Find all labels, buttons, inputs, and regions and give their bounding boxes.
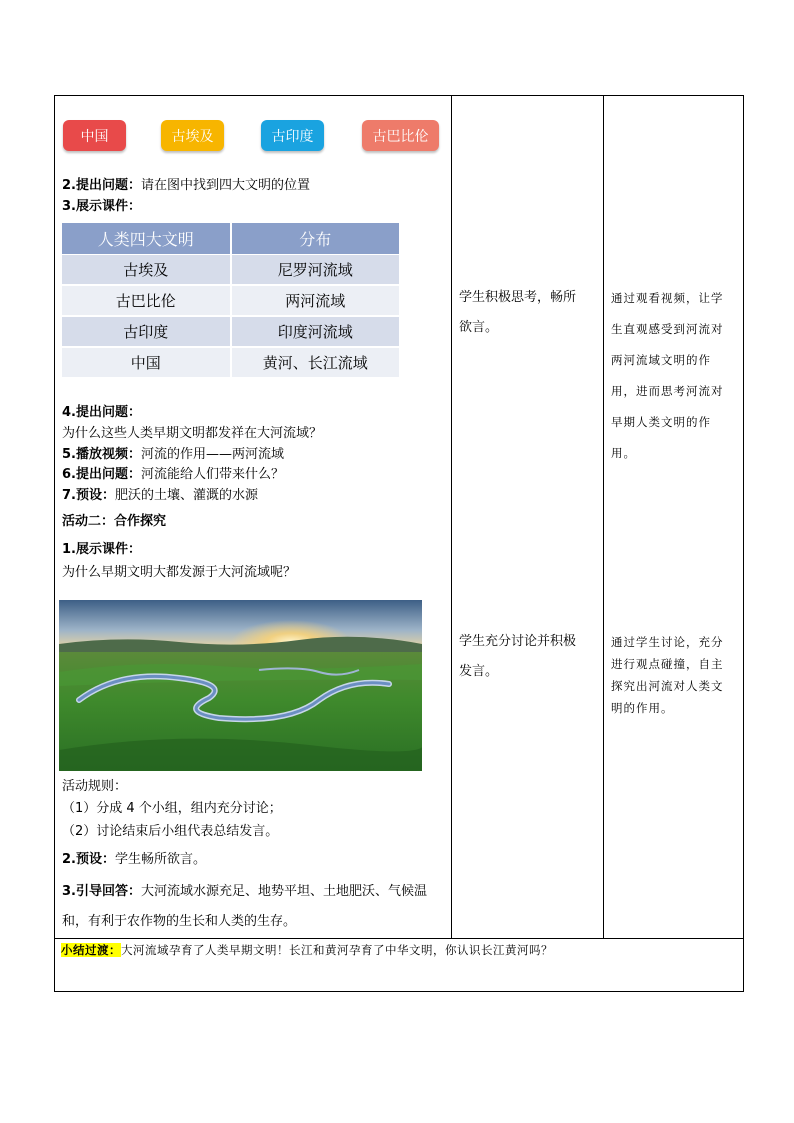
step-2-label: 2.提出问题： bbox=[62, 178, 141, 193]
row-divider bbox=[54, 938, 744, 939]
tag-ancient-babylon: 古巴比伦 bbox=[362, 120, 439, 151]
civ-cell-region: 尼罗河流域 bbox=[230, 255, 400, 284]
step-4-text: 为什么这些人类早期文明都发祥在大河流域？ bbox=[62, 426, 323, 441]
design-intent-2-line: 通过学生讨论，充分 bbox=[611, 635, 724, 649]
design-intent-1-line: 通过观看视频，让学 bbox=[611, 291, 724, 305]
summary-text: 大河流域孕育了人类早期文明！长江和黄河孕育了中华文明，你认识长江黄河吗？ bbox=[121, 943, 553, 957]
activity-step-2-text: 学生畅所欲言。 bbox=[114, 852, 206, 867]
activity-rule-2: （2）讨论结束后小组代表总结发言。 bbox=[62, 824, 279, 839]
civ-cell-name: 中国 bbox=[130, 354, 161, 372]
column-divider bbox=[451, 95, 452, 938]
student-activity-1 bbox=[459, 283, 576, 343]
civ-table-row bbox=[62, 286, 399, 315]
student-activity-1-line1: 学生积极思考，畅所 bbox=[459, 290, 577, 305]
design-intent-2-line: 探究出河流对人类文 bbox=[611, 679, 724, 693]
step-5 bbox=[62, 446, 284, 464]
design-intent-2-line: 进行观点碰撞，自主 bbox=[611, 657, 724, 671]
column-divider bbox=[603, 95, 604, 938]
civ-table-row bbox=[62, 255, 399, 284]
tag-china: 中国 bbox=[63, 120, 126, 151]
student-activity-1-line2: 欲言。 bbox=[459, 320, 499, 335]
summary-label: 小结过渡： bbox=[61, 943, 121, 957]
activity-step-1-label: 1.展示课件： bbox=[62, 542, 141, 557]
summary-transition bbox=[61, 941, 553, 959]
design-intent-2 bbox=[611, 631, 724, 719]
activity-2-heading: 活动二：合作探究 bbox=[62, 514, 167, 529]
civ-cell-region: 黄河、长江流域 bbox=[230, 348, 400, 377]
design-intent-1-line: 生直观感受到河流对 bbox=[611, 322, 724, 336]
step-2 bbox=[62, 177, 310, 195]
activity-step-3-text-line2: 和，有利于农作物的生长和人类的生存。 bbox=[62, 914, 297, 929]
step-3-label: 3.展示课件： bbox=[62, 199, 141, 214]
civ-cell-name: 古巴比伦 bbox=[115, 292, 176, 310]
design-intent-1-line: 用，进而思考河流对 bbox=[611, 384, 724, 398]
step-4-label: 4.提出问题： bbox=[62, 405, 141, 420]
step-5-text: 河流的作用——两河流域 bbox=[140, 447, 284, 462]
civ-cell-name: 古埃及 bbox=[123, 261, 169, 279]
step-2-text: 请在图中找到四大文明的位置 bbox=[140, 178, 310, 193]
student-activity-2-line1: 学生充分讨论并积极 bbox=[459, 634, 577, 649]
activity-step-2-label: 2.预设： bbox=[62, 852, 115, 867]
activity-step-2 bbox=[62, 851, 206, 869]
step-5-label: 5.播放视频： bbox=[62, 447, 141, 462]
design-intent-1-line: 早期人类文明的作 bbox=[611, 415, 711, 429]
civ-header-civilization: 人类四大文明 bbox=[97, 230, 194, 249]
step-7-text: 肥沃的土壤、灌溉的水源 bbox=[114, 488, 258, 503]
step-7 bbox=[62, 487, 258, 505]
design-intent-1-line: 用。 bbox=[611, 446, 636, 460]
activity-step-1-text: 为什么早期文明大都发源于大河流域呢？ bbox=[62, 565, 297, 580]
design-intent-1-line: 两河流域文明的作 bbox=[611, 353, 711, 367]
student-activity-2-line2: 发言。 bbox=[459, 664, 499, 679]
civ-cell-region: 印度河流域 bbox=[230, 317, 400, 346]
step-7-label: 7.预设： bbox=[62, 488, 115, 503]
step-6 bbox=[62, 466, 284, 484]
river-landscape-image bbox=[59, 600, 422, 771]
activity-rules-title: 活动规则： bbox=[62, 779, 128, 794]
activity-step-3-label: 3.引导回答： bbox=[62, 884, 141, 899]
civ-header-distribution: 分布 bbox=[230, 223, 400, 254]
tag-ancient-egypt: 古埃及 bbox=[161, 120, 224, 151]
civ-table-header bbox=[62, 223, 399, 254]
river-photo bbox=[59, 600, 422, 771]
activity-step-3 bbox=[62, 883, 427, 901]
activity-rule-1: （1）分成 4 个小组，组内充分讨论； bbox=[62, 801, 282, 816]
tag-ancient-india: 古印度 bbox=[261, 120, 324, 151]
student-activity-2 bbox=[459, 627, 576, 687]
step-6-text: 河流能给人们带来什么？ bbox=[140, 467, 284, 482]
design-intent-2-line: 明的作用。 bbox=[611, 701, 674, 715]
step-6-label: 6.提出问题： bbox=[62, 467, 141, 482]
civ-table-row bbox=[62, 317, 399, 346]
civ-cell-region: 两河流域 bbox=[230, 286, 400, 315]
civ-cell-name: 古印度 bbox=[123, 323, 169, 341]
design-intent-1 bbox=[611, 283, 724, 469]
activity-step-3-text-line1: 大河流域水源充足、地势平坦、土地肥沃、气候温 bbox=[140, 884, 427, 899]
civ-table-row bbox=[62, 348, 399, 377]
